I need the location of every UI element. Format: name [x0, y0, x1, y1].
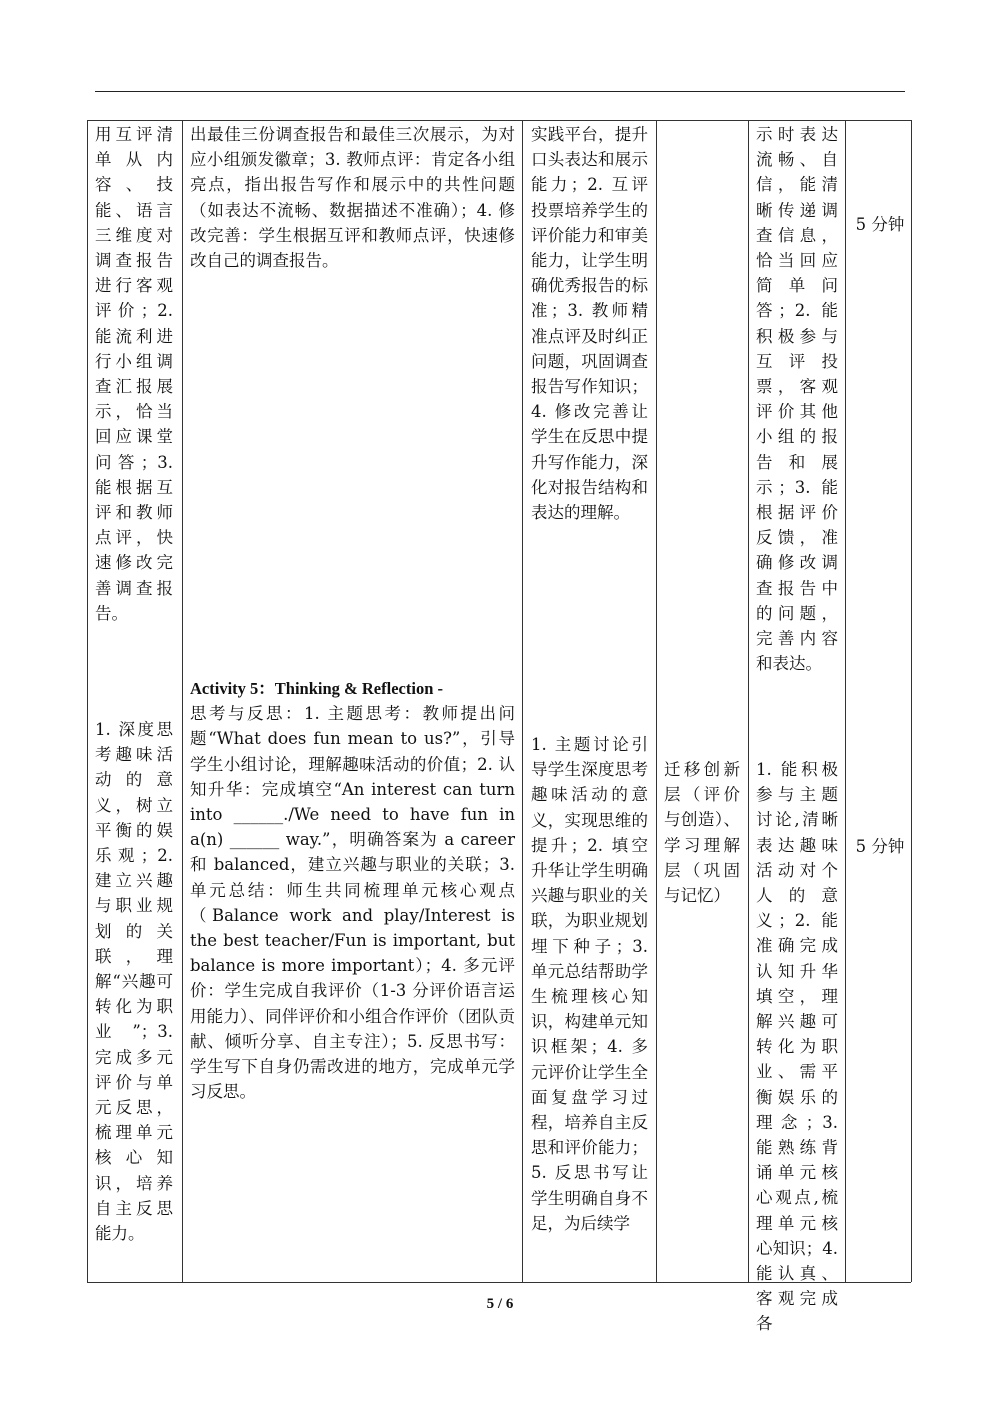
- row1-activities-cell: 出最佳三份调查报告和最佳三次展示，为对应小组颁发徽章；3. 教师点评：肯定各小组亮点，指出报告写作和展示中的共性问题（如表达不流畅、数据描述不准确）；4. 修改完善：学生根据互评和教师点评，快速修改自己的调查报告。: [190, 125, 515, 271]
- table-border-left: [87, 120, 88, 1282]
- row2-assessment-cell: 1. 能积极参与主题讨论,清晰表达趣味活动对个人的意义；2. 能准确完成认知升华填空，理解兴趣可转化为职业、需平衡娱乐的理念；3. 能熟练背诵单元核心观点,梳理单元核心知识；4. 能认真、客观完成各: [756, 760, 838, 1334]
- row1-objectives-cell: 用互评清单从内容、技能、语言三维度对调查报告进行客观评价；2. 能流利进行小组调查汇报展示，恰当回应课堂问答；3. 能根据互评和教师点评，快速修改完善调查报告。: [95, 125, 173, 623]
- table-border-top: [87, 120, 911, 121]
- row2-activities-cell: [190, 676, 515, 1102]
- table-divider: [748, 120, 749, 1282]
- row1-level-cell: [664, 122, 740, 152]
- table-border-right: [911, 120, 912, 1282]
- row2-objectives-cell: 1. 深度思考趣味活动的意义，树立平衡的娱乐观；2. 建立兴趣与职业规划的关联，理解“兴趣可转化为职业”；3. 完成多元评价与单元反思，梳理单元核心知识，培养自主反思能力。: [95, 720, 173, 1244]
- table-divider: [182, 120, 183, 1282]
- row1-intent-cell: 实践平台，提升口头表达和展示能力；2. 互评投票培养学生的评价能力和审美能力，让学生明确优秀报告的标准；3. 教师精准点评及时纠正问题，巩固调查报告写作知识；4. 修改完善让学生在反思中提升写作能力，深化对报告结构和表达的理解。: [531, 125, 648, 523]
- page-number: 5 / 6: [486, 1296, 514, 1312]
- table-divider: [522, 120, 523, 1282]
- row2-level-cell: 迁移创新层（评价与创造）、学习理解层（巩固与记忆）: [664, 760, 740, 906]
- row1-time-cell: 5 分钟: [855, 215, 905, 234]
- activity-5-text: 思考与反思：1. 主题思考：教师提出问题“What does fun mean to us?”，引导学生小组讨论，理解趣味活动的价值；2. 认知升华：完成填空“An interest can turn into ______./We need to have fun in a(n) ______ way.”，明确答案为 a career 和 balanced，建立兴趣与职业的关联；3. 单元总结：师生共同梳理单元核心观点（Balance work and play/Interest is the best teacher/Fun is important, but balance is more important）；4. 多元评价：学生完成自我评价（1-3 分评价语言运用能力）、同伴评价和小组合作评价（团队贡献、倾听分享、自主专注）；5. 反思书写：学生写下自身仍需改进的地方，完成单元学习反思。: [190, 704, 515, 1102]
- activity-5-title: Activity 5：Thinking & Reflection -: [190, 679, 443, 698]
- row2-intent-cell: 1. 主题讨论引导学生深度思考趣味活动的意义，实现思维的提升；2. 填空升华让学生明确兴趣与职业的关联，为职业规划埋下种子；3. 单元总结帮助学生梳理核心知识，构建单元知识框架；4. 多元评价让学生全面复盘学习过程，培养自主反思和评价能力；5. 反思书写让学生明确自身不足，为后续学: [531, 735, 648, 1233]
- header-rule: [95, 91, 905, 92]
- table-divider: [656, 120, 657, 1282]
- row1-assessment-cell: 示时表达流畅、自信，能清晰传递调查信息，恰当回应简单问答；2. 能积极参与互评投票，客观评价其他小组的报告和展示；3. 能根据评价反馈，准确修改调查报告中的问题，完善内容和表达。: [756, 125, 838, 674]
- row2-time-cell: 5 分钟: [855, 837, 905, 856]
- table-divider: [845, 120, 846, 1282]
